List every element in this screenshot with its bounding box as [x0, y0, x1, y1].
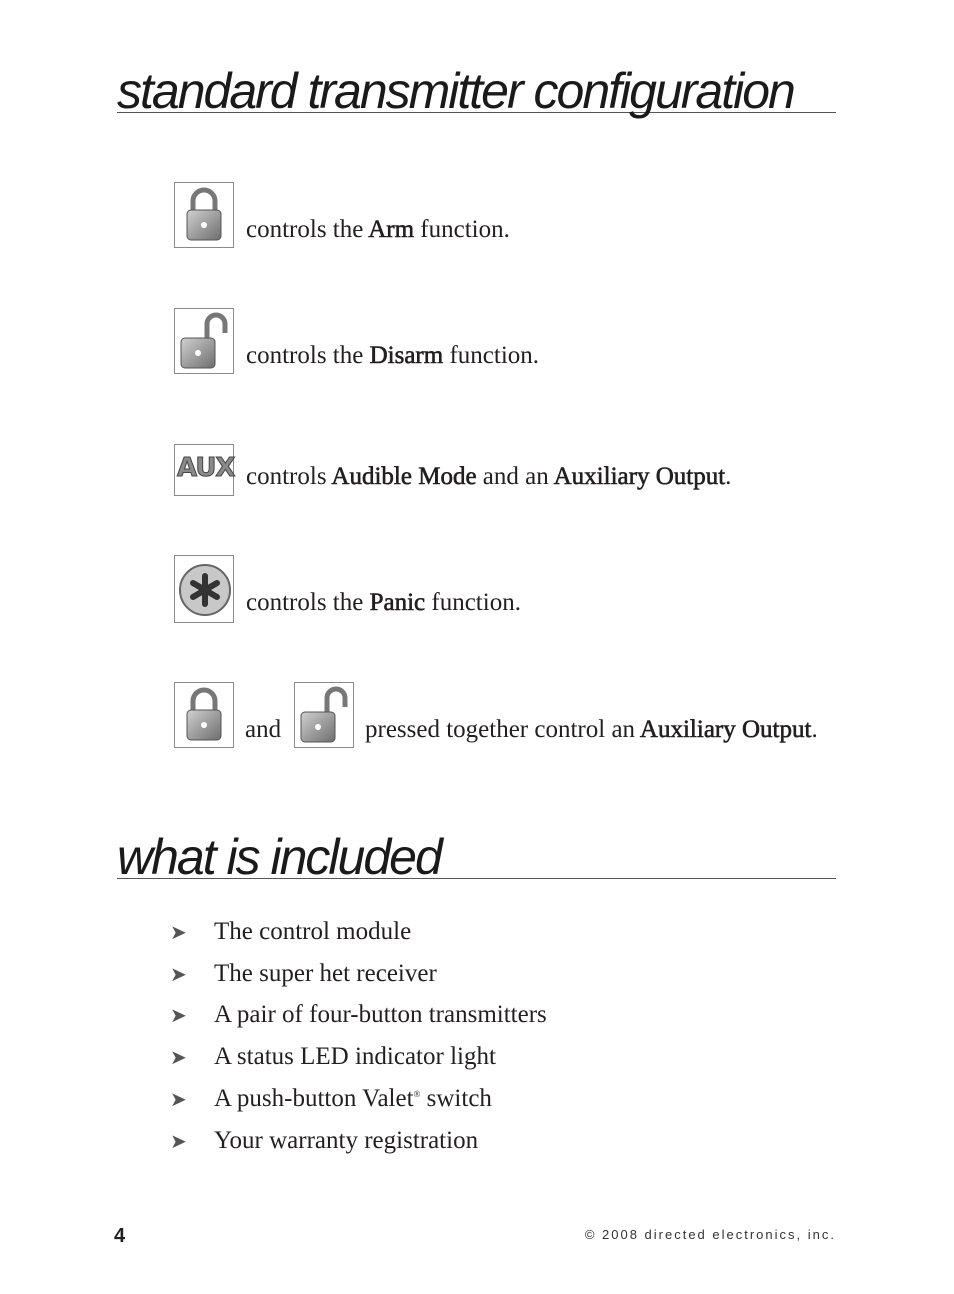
lock-button-combo: [174, 682, 234, 748]
section-heading-included: [117, 829, 836, 885]
arrow-bullet-icon: ➤: [170, 1003, 187, 1027]
lock-button: [174, 182, 234, 248]
aux-button: [174, 444, 234, 496]
lock-icon: [177, 685, 231, 745]
aux-icon: AUX: [177, 453, 235, 483]
copyright: © 2008 directed electronics, inc.: [584, 1227, 836, 1242]
asterisk-icon: [177, 558, 233, 620]
panic-button: [174, 555, 234, 623]
panic-description: controls the Panic function.: [246, 589, 521, 616]
unlock-button-combo: [294, 682, 354, 748]
heading-text: standard transmitter configuration: [117, 63, 794, 119]
aux-description: controls Audible Mode and an Auxiliary Output.: [246, 463, 732, 490]
unlock-button: [174, 308, 234, 374]
section-heading-config: [117, 63, 836, 119]
combo-description: pressed together control an Auxiliary Output.: [365, 716, 818, 743]
arrow-bullet-icon: ➤: [170, 1129, 187, 1153]
page-number: 4: [114, 1225, 126, 1247]
arrow-bullet-icon: ➤: [170, 1045, 187, 1069]
disarm-description: controls the Disarm function.: [246, 342, 540, 369]
arrow-bullet-icon: ➤: [170, 920, 187, 944]
combo-and: and: [245, 716, 282, 743]
unlock-icon: [177, 311, 231, 371]
unlock-icon: [297, 685, 351, 745]
lock-icon: [177, 185, 231, 245]
arm-description: controls the Arm function.: [246, 216, 510, 243]
heading-text: what is included: [117, 829, 441, 885]
arrow-bullet-icon: ➤: [170, 962, 187, 986]
arrow-bullet-icon: ➤: [170, 1087, 187, 1111]
